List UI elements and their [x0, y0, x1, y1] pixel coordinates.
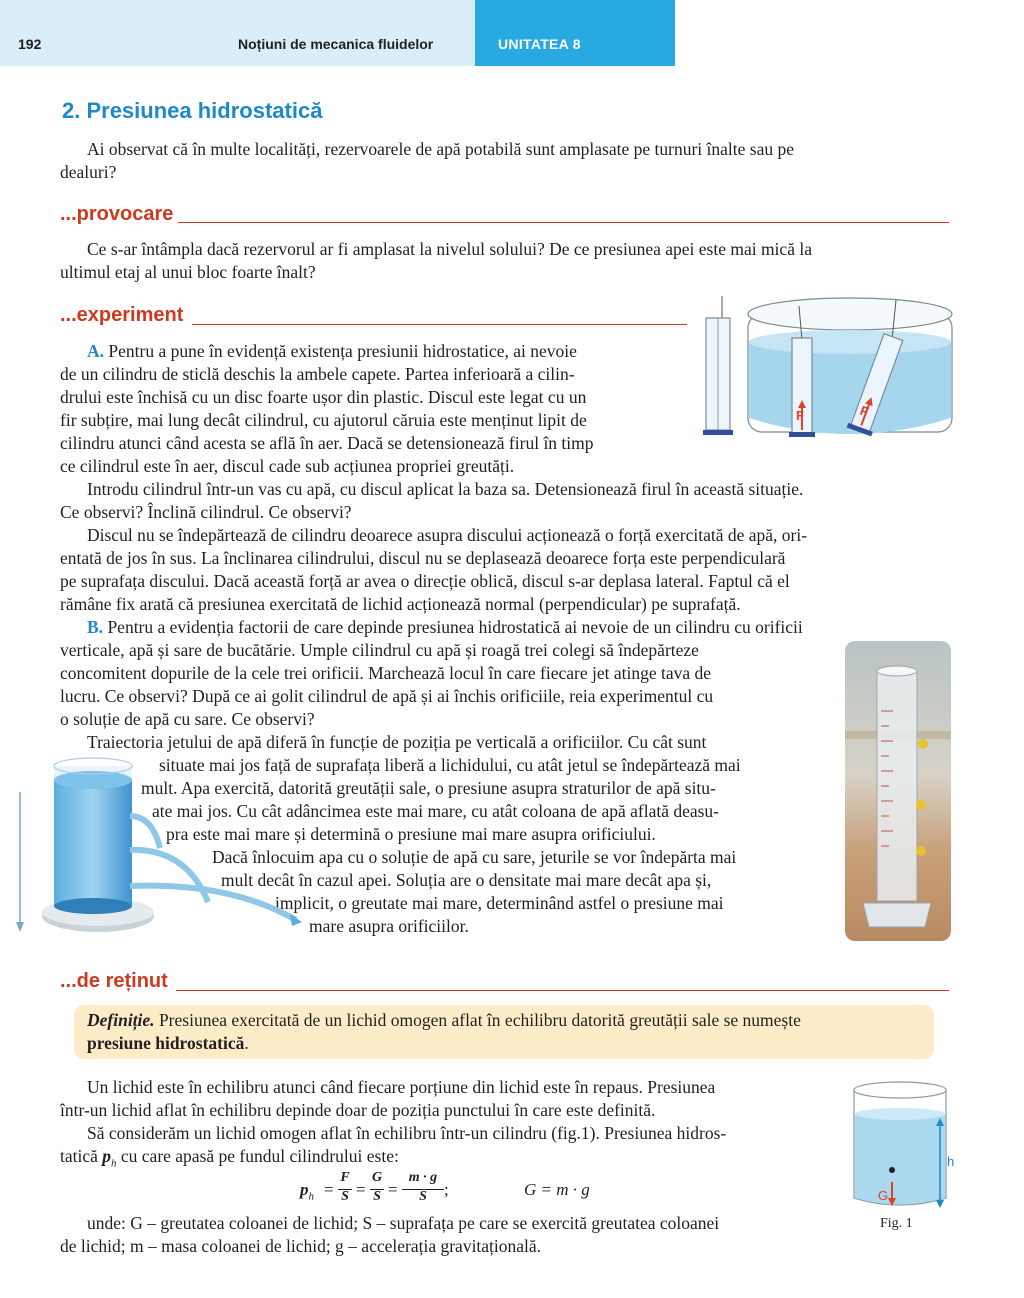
wrap-line: mult. Apa exercită, datorită greutății sale, o presiune asupra straturilor de apă situ- — [141, 778, 716, 798]
experiment-a-continued — [60, 478, 950, 616]
equilibrium-paragraph — [60, 1076, 838, 1168]
retinut-line: Să considerăm un lichid omogen aflat în echilibru într-un cilindru (fig.1). Presiunea hidros- — [87, 1123, 727, 1143]
gravity-formula: G = m · g — [524, 1180, 590, 1199]
unit-label: UNITATEA 8 — [498, 36, 581, 52]
experiment-b-paragraph — [60, 639, 831, 754]
wrap-line: pra este mai mare și determină o presiune mai mare asupra orificiului. — [166, 824, 656, 844]
definition-term: presiune hidrostatică — [87, 1033, 245, 1053]
exp-a2-line: pe suprafața discului. Dacă această forță ar avea o direcție oblică, discul s-ar deplasa lateral. Faptul că el — [60, 571, 790, 591]
retinut-line-end: cu care apasă pe fundul cilindrului este: — [120, 1146, 399, 1166]
definition-text — [87, 1009, 927, 1055]
unde-line: de lichid; m – masa coloanei de lichid; g – accelerația gravitațională. — [60, 1236, 542, 1256]
wrap-line: mare asupra orificiilor. — [309, 916, 469, 936]
letter-b: B. — [87, 617, 104, 637]
ph-subscript: h — [111, 1157, 117, 1170]
provocare-line: Ce s-ar întâmpla dacă rezervorul ar fi amplasat la nivelul solului? De ce presiunea apei este mai mică la — [87, 239, 812, 259]
provocare-paragraph — [60, 238, 950, 284]
unde-line: unde: G – greutatea coloanei de lichid; S – suprafața pe care se exercită greutatea coloanei — [87, 1213, 720, 1233]
exp-a-line: de un cilindru de sticlă deschis la ambele capete. Partea inferioară a cilin- — [60, 364, 575, 384]
definition-end: . — [244, 1033, 249, 1053]
exp-a-line: drului este închisă cu un disc foarte ușor din plastic. Discul este legat cu un — [60, 387, 587, 407]
experiment-b-first-line — [60, 616, 950, 639]
retinut-line: într-un lichid aflat în echilibru depinde doar de poziția punctului în care este definită. — [60, 1100, 656, 1120]
wrap-line: situate mai jos față de suprafața liberă a lichidului, cu atât jetul se îndepărtează mai — [159, 755, 741, 775]
exp-b-line: o soluție de apă cu sare. Ce observi? — [60, 709, 315, 729]
exp-a2-line: Ce observi? Înclină cilindrul. Ce observi? — [60, 502, 352, 522]
exp-a2-line: entată de jos în sus. La înclinarea cilindrului, discul nu se deplasează deoarece forța este perpendiculară — [60, 548, 786, 568]
retinut-heading: ...de reținut — [60, 970, 168, 992]
exp-a2-line: Introdu cilindrul într-un vas cu apă, cu discul aplicat la baza sa. Detensionează firul în această situație. — [87, 479, 804, 499]
experiment-a-paragraph — [60, 340, 688, 478]
unit-band — [475, 0, 675, 66]
experiment-rule — [192, 324, 687, 325]
retinut-rule — [176, 990, 949, 991]
page-number: 192 — [18, 36, 42, 52]
wrap-line: ate mai jos. Cu cât adâncimea este mai mare, cu atât coloana de apă aflată deasu- — [152, 801, 720, 821]
intro-line: Ai observat că în multe localități, rezervoarele de apă potabilă sunt amplasate pe turnuri înalte sau pe — [87, 139, 795, 159]
cylinder-photo — [845, 641, 951, 941]
fig1-caption: Fig. 1 — [880, 1216, 913, 1231]
exp-b-line: Traiectoria jetului de apă diferă în funcție de poziția pe verticală a orificiilor. Cu cât sunt — [87, 732, 707, 752]
exp-a-line: cilindru atunci când acesta se află în aer. Dacă se detensionează firul în timp — [60, 433, 594, 453]
retinut-line-start: tatică — [60, 1146, 98, 1166]
intro-line: dealuri? — [60, 162, 117, 182]
exp-b-line: verticale, apă și sare de bucătărie. Umple cilindrul cu apă și roagă trei colegi să îndepărteze — [60, 640, 699, 660]
wrap-line: mult decât în cazul apei. Soluția are o densitate mai mare decât apa și, — [221, 870, 712, 890]
exp-a-line: Pentru a pune în evidență existența presiunii hidrostatice, ai nevoie — [108, 341, 577, 361]
section-title: 2. Presiunea hidrostatică — [62, 98, 323, 123]
unde-paragraph — [60, 1212, 838, 1258]
exp-a2-line: rămâne fix arată că presiunea exercitată de lichid acționează normal (perpendicular) pe suprafață. — [60, 594, 741, 614]
experiment-heading: ...experiment — [60, 304, 184, 326]
chapter-title: Noțiuni de mecanica fluidelor — [238, 36, 434, 52]
definition-body: Presiunea exercitată de un lichid omogen aflat în echilibru datorită greutății sale se numește — [158, 1010, 801, 1030]
fig1-cylinder-diagram — [848, 1078, 960, 1210]
exp-a-line: fir subțire, mai lung decât cilindrul, cu ajutorul căruia este menținut lipit de — [60, 410, 587, 430]
wrap-line: Dacă înlocuim apa cu o soluție de apă cu sare, jeturile se vor îndepărta mai — [212, 847, 737, 867]
weight-label: G — [878, 1188, 889, 1203]
retinut-line: Un lichid este în echilibru atunci când fiecare porțiune din lichid este în repaus. Presiunea — [87, 1077, 716, 1097]
exp-b-line: Pentru a evidenția factorii de care depinde presiunea hidrostatică ai nevoie de un cilindru cu orificii — [107, 617, 803, 637]
exp-a-line: ce cilindrul este în aer, discul cade sub acțiunea propriei greutăți. — [60, 456, 515, 476]
provocare-line: ultimul etaj al unui bloc foarte înalt? — [60, 262, 316, 282]
cylinder-disc-illustration — [696, 290, 958, 450]
exp-a2-line: Discul nu se îndepărtează de cilindru deoarece asupra discului acționează o forță exercitată de apă, ori- — [87, 525, 808, 545]
provocare-rule — [178, 222, 949, 223]
height-label: h — [947, 1154, 955, 1169]
force-label: F — [858, 402, 871, 420]
provocare-heading: ...provocare — [60, 203, 174, 225]
water-jets-illustration — [10, 752, 310, 944]
definition-label: Definiție. — [87, 1010, 155, 1030]
exp-b-line: lucru. Ce observi? După ce ai golit cilindrul de apă și ai închis orificiile, reia experimentul cu — [60, 686, 714, 706]
header-band — [0, 0, 475, 66]
exp-b-line: concomitent dopurile de la cele trei orificii. Marchează locul în care fiecare jet atinge tava de — [60, 663, 712, 683]
intro-paragraph — [60, 138, 950, 184]
force-label: F — [796, 408, 804, 423]
ph-symbol: p — [102, 1146, 112, 1166]
letter-a: A. — [87, 341, 105, 361]
wrap-line: implicit, o greutate mai mare, determinând astfel o presiune mai — [275, 893, 724, 913]
